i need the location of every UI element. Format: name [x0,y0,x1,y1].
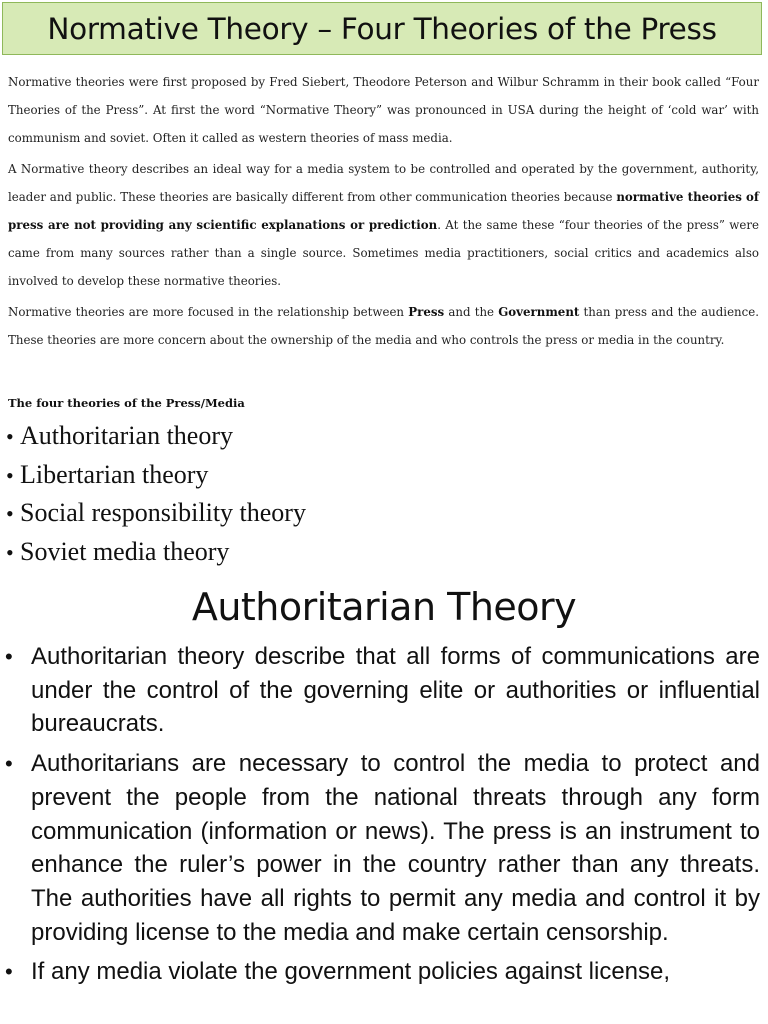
list-item-text: If any media violate the government policies against license, [31,958,671,986]
four-theories-heading: The four theories of the Press/Media [8,396,245,410]
intro-paragraph-2 [8,155,759,295]
list-item-text: Authoritarians are necessary to control the media to protect and prevent the people from the national threats through any form communication (information or news). The press is an instrument to enhance the ruler’s power in the country rather than any threats. The authorities have all rights to permit any media and control it by providing license to the media and make certain censorship. [31,750,760,946]
section-title: Authoritarian Theory [191,585,577,629]
bullet-icon: • [5,751,13,777]
page-title: Normative Theory – Four Theories of the Press [47,11,717,46]
bullet-icon: • [6,540,14,566]
intro-paragraph-2-bold: normative theories of press are not providing any scientific explanations or prediction [8,190,759,232]
intro-paragraph-3-text-b: and the [444,305,499,319]
bullet-icon: • [5,644,13,669]
list-item [0,747,768,949]
list-item [0,955,768,989]
list-item-text: Authoritarian theory describe that all forms of communications are under the control of the governing elite or authorities or influential bureaucrats. [31,643,760,738]
bullet-icon: • [5,959,13,985]
list-item-label: Libertarian theory [20,459,209,489]
list-item-label: Soviet media theory [20,537,230,567]
intro-paragraph-2-text-a: A Normative theory describes an ideal way for a media system to be controlled and operated by the government, authority, leader and public. These theories are basically different from other communication theories because [8,162,759,204]
list-item-label: Authoritarian theory [20,421,233,450]
intro-paragraph-3-bold-press: Press [408,305,445,319]
intro-paragraph-3-text-c: than press and the audience. These theories are more concern about the ownership of the media and who controls the press or media in the country. [8,305,759,347]
intro-paragraph-3 [8,298,759,354]
list-item [6,495,306,534]
intro-section [8,68,759,357]
bullet-icon: • [6,501,14,527]
list-item [0,640,768,741]
title-banner [2,2,762,55]
list-item [6,457,306,496]
intro-paragraph-3-bold-government: Government [498,305,580,319]
intro-paragraph-3-text-a: Normative theories are more focused in the relationship between [8,305,409,319]
section-bullet-list [0,640,768,995]
bullet-icon: • [6,462,14,488]
list-item [6,534,306,573]
intro-paragraph-1: Normative theories were first proposed by Fred Siebert, Theodore Peterson and Wilbur Schramm in their book called “Four Theories of the Press”. At first the word “Normative Theory” was pronounced in USA during the height of ‘cold war’ with communism and soviet. Often it called as western theories of mass media. [8,75,759,145]
bullet-icon: • [6,424,14,449]
list-item [6,418,306,457]
intro-paragraph-2-text-b: . At the same these “four theories of the press” were came from many sources rather than a single source. Sometimes media practitioners, social critics and academics also involved to develop these normative theories. [8,218,759,288]
list-item-label: Social responsibility theory [20,498,306,528]
four-theories-list [6,418,306,573]
